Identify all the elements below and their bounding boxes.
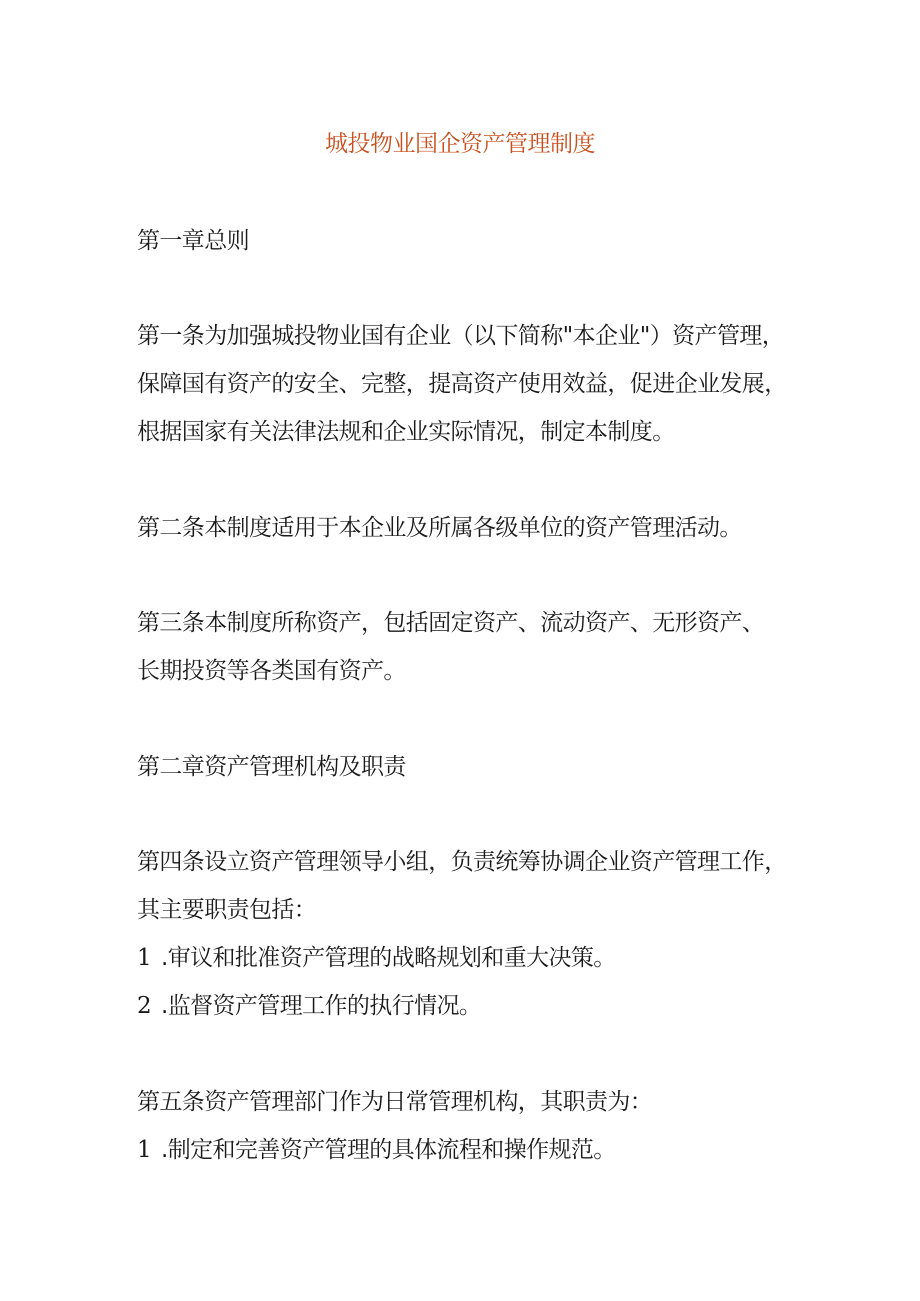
article-line: 长期投资等各类国有资产。 xyxy=(137,658,406,684)
article-line: 第五条资产管理部门作为日常管理机构，其职责为： xyxy=(137,1089,653,1115)
document-title: 城投物业国企资产管理制度 xyxy=(325,131,595,157)
list-text: .制定和完善资产管理的具体流程和操作规范。 xyxy=(161,1137,616,1163)
article-line: 第三条本制度所称资产，包括固定资产、流动资产、无形资产、 xyxy=(137,610,765,636)
article-3 xyxy=(137,599,817,695)
article-line: 第四条设立资产管理领导小组，负责统筹协调企业资产管理工作， xyxy=(137,849,787,875)
article-line: 保障国有资产的安全、完整，提高资产使用效益，促进企业发展， xyxy=(137,371,787,397)
chapter-2-heading xyxy=(137,743,817,791)
article-line: 其主要职责包括： xyxy=(137,897,317,923)
list-text: .监督资产管理工作的执行情况。 xyxy=(161,993,482,1019)
list-number: 1 xyxy=(137,945,152,971)
article-line: 根据国家有关法律法规和企业实际情况，制定本制度。 xyxy=(137,419,675,445)
article-2 xyxy=(137,504,817,552)
list-number: 1 xyxy=(137,1137,152,1163)
chapter-heading-text: 第二章资产管理机构及职责 xyxy=(137,754,406,780)
list-number: 2 xyxy=(137,993,152,1019)
article-line: 第一条为加强城投物业国有企业（以下简称"本企业"）资产管理， xyxy=(137,323,785,349)
list-item xyxy=(137,934,817,982)
list-item xyxy=(137,1126,817,1174)
article-line: 第二条本制度适用于本企业及所属各级单位的资产管理活动。 xyxy=(137,515,742,541)
list-text: .审议和批准资产管理的战略规划和重大决策。 xyxy=(161,945,616,971)
chapter-1-heading xyxy=(137,217,817,265)
list-item xyxy=(137,982,817,1030)
article-5 xyxy=(137,1078,817,1174)
chapter-heading-text: 第一章总则 xyxy=(137,228,250,254)
article-4 xyxy=(137,838,817,1030)
article-1 xyxy=(137,312,817,456)
